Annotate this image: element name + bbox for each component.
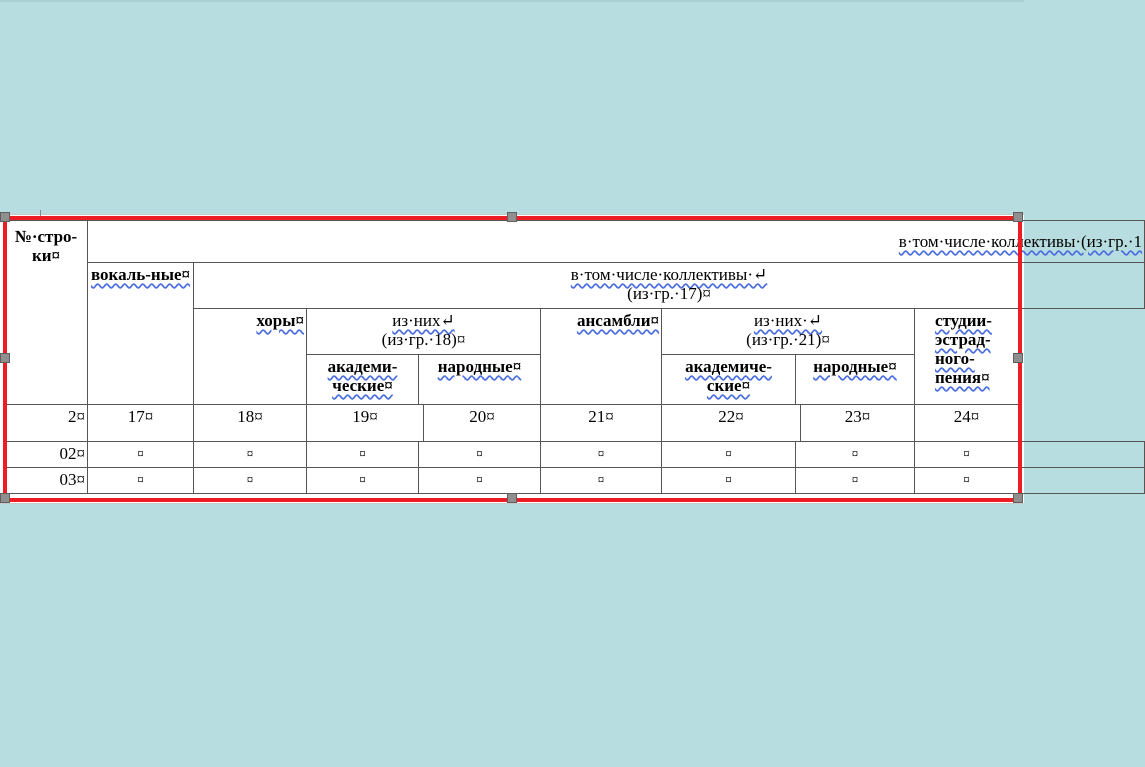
table-row bbox=[5, 468, 1145, 494]
header-of-them-choirs: из·них↵ (из·гр.·18)¤ bbox=[307, 309, 541, 355]
row-code: 02¤ bbox=[5, 442, 88, 468]
header-choirs: хоры¤ bbox=[194, 309, 307, 405]
header-folk-choirs: народные¤ bbox=[419, 355, 541, 405]
table-cell[interactable]: ¤ bbox=[419, 442, 541, 468]
statistics-table bbox=[4, 220, 1145, 494]
row-code: 03¤ bbox=[5, 468, 88, 494]
header-academic-ensembles: академиче-ские¤ bbox=[662, 355, 796, 405]
column-number-cell: 17¤ bbox=[88, 405, 194, 442]
header-vocal: вокаль-ные¤ bbox=[88, 263, 194, 405]
table-cell[interactable]: ¤ bbox=[541, 468, 662, 494]
table-cell[interactable]: ¤ bbox=[915, 442, 1019, 468]
resize-handle-bottom-left[interactable] bbox=[0, 493, 10, 503]
column-number-cell: 24¤ bbox=[915, 405, 1019, 442]
column-number-cell: 2¤ bbox=[5, 405, 88, 442]
table-cell[interactable]: ¤ bbox=[88, 442, 194, 468]
column-number-cell: 18¤ bbox=[194, 405, 307, 442]
header-top-group: в·том·числе·коллективы·(из·гр.·1 bbox=[88, 221, 1145, 263]
column-number-pair bbox=[307, 405, 541, 442]
column-number-pair bbox=[662, 405, 915, 442]
table-cell[interactable]: ¤ bbox=[796, 442, 915, 468]
header-studios: студии-эстрад-ного-пения¤ bbox=[915, 309, 1019, 405]
table-row bbox=[5, 442, 1145, 468]
table-cell[interactable]: ¤ bbox=[541, 442, 662, 468]
slide-top-edge bbox=[0, 0, 1024, 2]
table-cell[interactable]: ¤ bbox=[662, 468, 796, 494]
table-cell[interactable]: ¤ bbox=[796, 468, 915, 494]
column-number-cell: 23¤ bbox=[844, 407, 871, 426]
table-cell[interactable]: ¤ bbox=[419, 468, 541, 494]
header-of-them-ensembles: из·них·↵ (из·гр.·21)¤ bbox=[662, 309, 915, 355]
header-ensembles: ансамбли¤ bbox=[541, 309, 662, 405]
table-cell[interactable]: ¤ bbox=[307, 442, 419, 468]
resize-handle-bottom-right[interactable] bbox=[1013, 493, 1023, 503]
header-row-number: №·стро-ки¤ bbox=[5, 221, 88, 405]
column-number-cell: 21¤ bbox=[541, 405, 662, 442]
resize-handle-top-center[interactable] bbox=[507, 212, 517, 222]
resize-handle-middle-right[interactable] bbox=[1013, 353, 1023, 363]
header-sub-group: в·том·числе·коллективы·↵ (из·гр.·17)¤ bbox=[194, 263, 1145, 309]
column-number-cell: 19¤ bbox=[307, 405, 424, 441]
header-academic-choirs: академи-ческие¤ bbox=[307, 355, 419, 405]
resize-handle-middle-left[interactable] bbox=[0, 353, 10, 363]
table-cell-empty bbox=[1019, 442, 1145, 468]
table-cell[interactable]: ¤ bbox=[915, 468, 1019, 494]
resize-handle-bottom-center[interactable] bbox=[507, 493, 517, 503]
column-number-cell: 20¤ bbox=[469, 407, 495, 426]
column-number-cell: 22¤ bbox=[662, 405, 801, 441]
table-cell[interactable]: ¤ bbox=[662, 442, 796, 468]
text-anchor-mark bbox=[40, 210, 41, 218]
table-cell[interactable]: ¤ bbox=[307, 468, 419, 494]
table-cell[interactable]: ¤ bbox=[88, 468, 194, 494]
resize-handle-top-left[interactable] bbox=[0, 212, 10, 222]
resize-handle-top-right[interactable] bbox=[1013, 212, 1023, 222]
table-cell-empty bbox=[1019, 468, 1145, 494]
table-cell[interactable]: ¤ bbox=[194, 468, 307, 494]
header-folk-ensembles: народные¤ bbox=[796, 355, 915, 405]
table-cell[interactable]: ¤ bbox=[194, 442, 307, 468]
